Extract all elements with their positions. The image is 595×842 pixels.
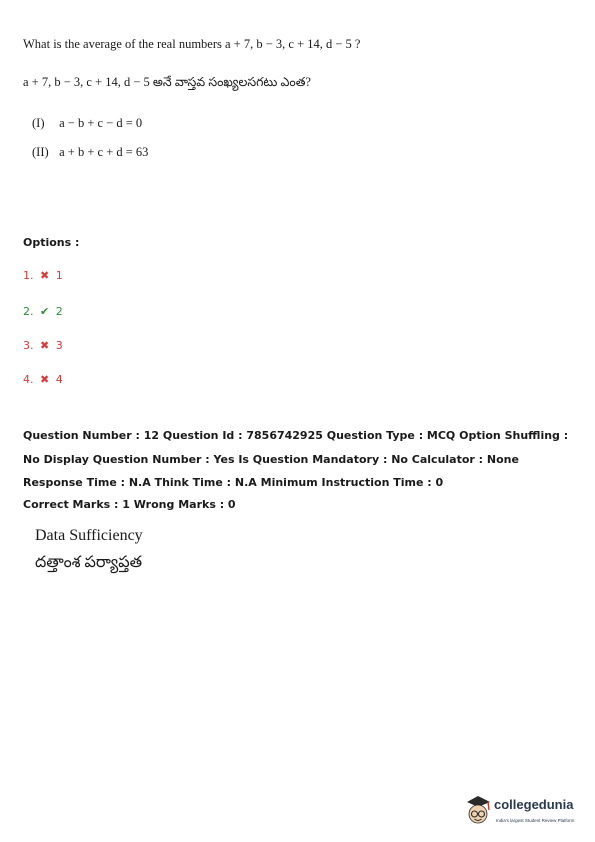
option-value: 1: [55, 269, 63, 282]
option-value: 3: [55, 339, 63, 352]
option-number: 1.: [23, 269, 34, 282]
mascot-icon: [463, 793, 493, 829]
option-2: [23, 305, 63, 318]
statement-number: (I): [32, 116, 45, 130]
section-title-telugu: దత్తాంశ పర్యాప్తత: [35, 554, 143, 571]
question-metadata: Question Number : 12 Question Id : 7856742925 Question Type : MCQ Option Shuffling : No Display Question Number : Yes Is Question Mandatory : No Calculator : None Response Time : N.A Think Time : N.A Minimum Instruction Time : 0: [23, 429, 569, 489]
statement-text: a − b + c − d = 0: [59, 116, 143, 130]
statement-1: [32, 116, 142, 131]
logo-name: collegedunia: [494, 797, 574, 812]
option-4: [23, 373, 63, 386]
question-english: What is the average of the real numbers a + 7, b − 3, c + 14, d − 5 ?: [23, 37, 361, 51]
option-number: 2.: [23, 305, 34, 318]
option-value: 4: [55, 373, 63, 386]
logo-tagline: India's largest Student Review Platform: [496, 818, 575, 823]
cross-icon: ✖: [40, 339, 50, 352]
cross-icon: ✖: [40, 269, 50, 282]
collegedunia-logo: [463, 793, 588, 833]
option-1: [23, 269, 63, 282]
option-value: 2: [55, 305, 63, 318]
statement-number: (II): [32, 145, 49, 159]
option-number: 3.: [23, 339, 34, 352]
question-telugu: a + 7, b − 3, c + 14, d − 5 అనే వాస్తవ సంఖ్యలసగటు ఎంత?: [23, 75, 311, 89]
statement-text: a + b + c + d = 63: [59, 145, 149, 159]
cross-icon: ✖: [40, 373, 50, 386]
check-icon: ✔: [40, 305, 50, 318]
section-title-english: Data Sufficiency: [35, 527, 143, 544]
options-label: Options :: [23, 236, 80, 249]
statement-2: [32, 145, 148, 160]
option-number: 4.: [23, 373, 34, 386]
option-3: [23, 339, 63, 352]
marks-info: Correct Marks : 1 Wrong Marks : 0: [23, 498, 236, 511]
